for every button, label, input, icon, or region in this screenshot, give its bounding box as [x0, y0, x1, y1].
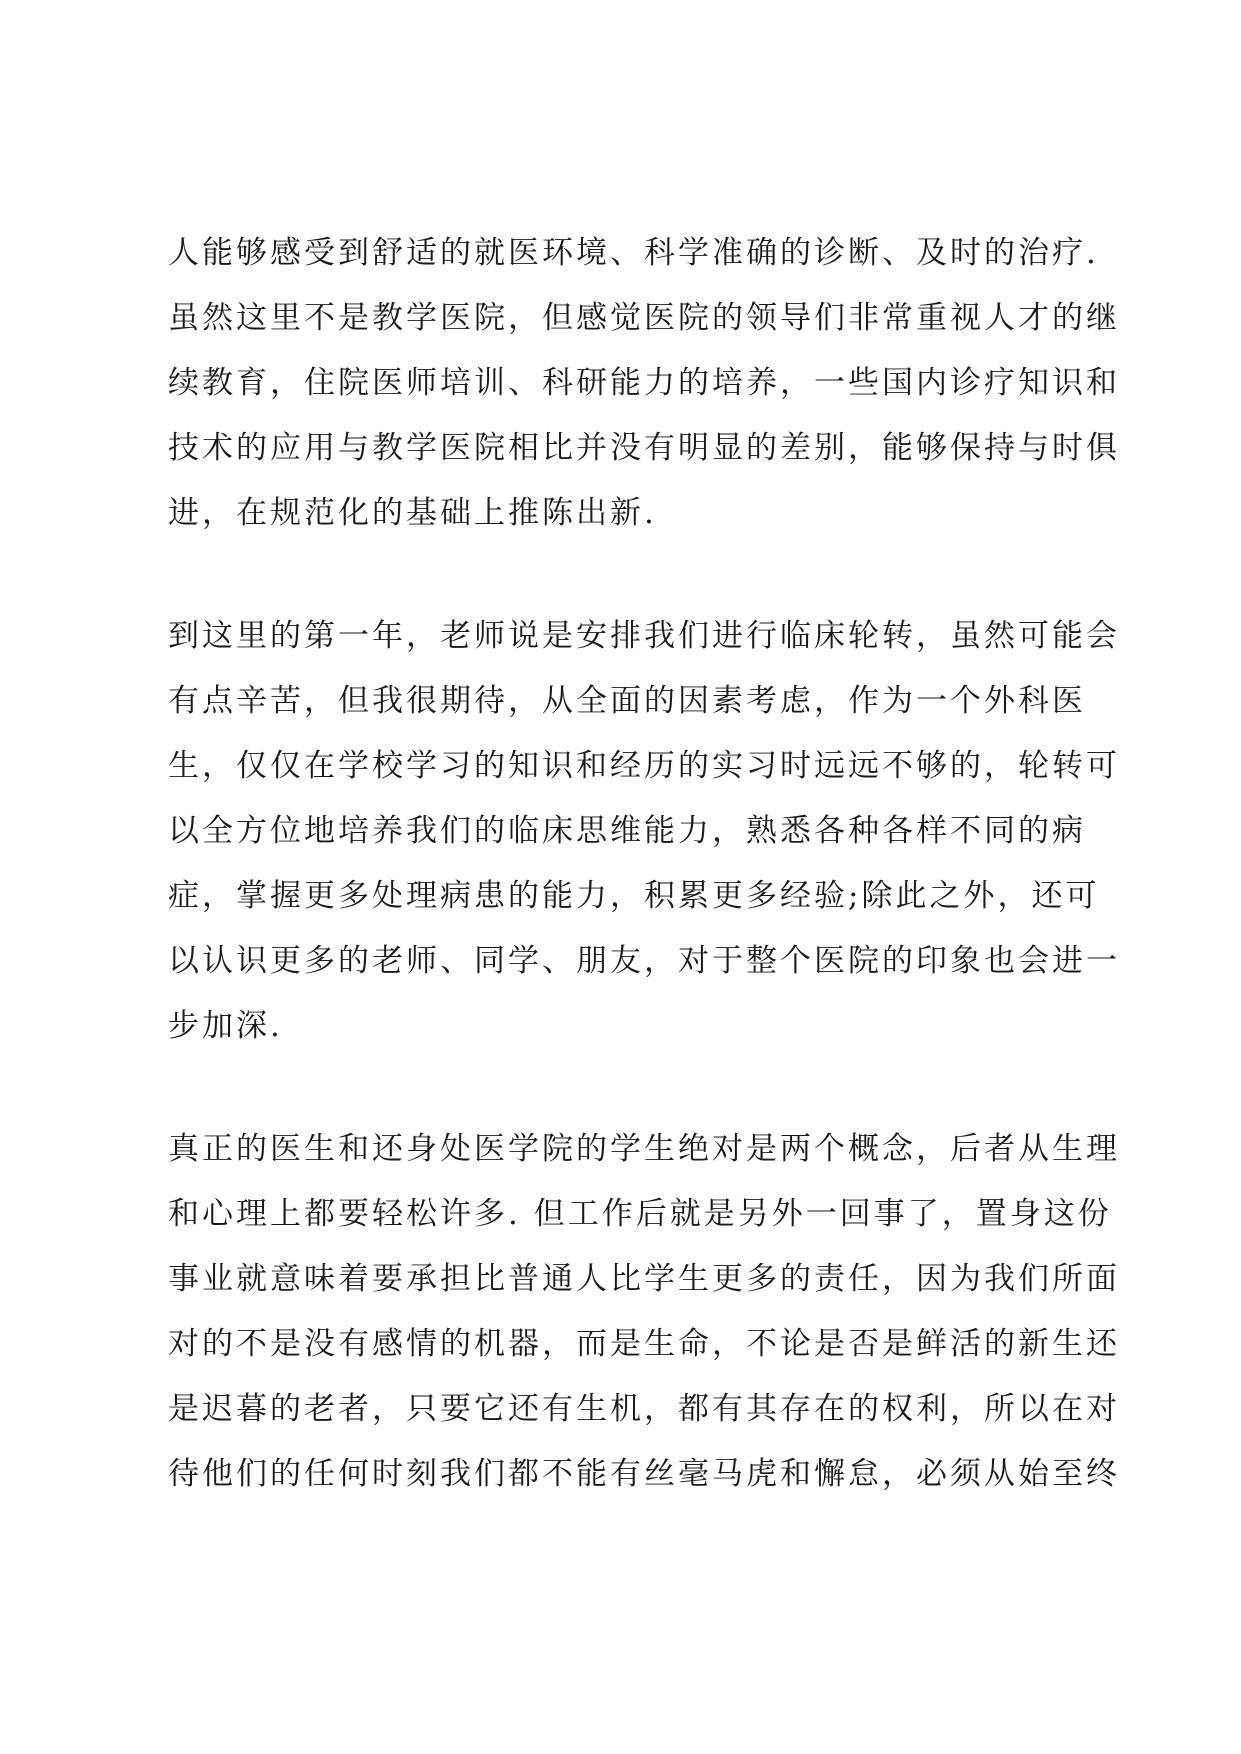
text-line: 以认识更多的老师、同学、朋友，对于整个医院的印象也会进一 — [168, 943, 1120, 979]
text-line: 虽然这里不是教学医院，但感觉医院的领导们非常重视人才的继 — [168, 300, 1120, 336]
paragraph-3 — [168, 1117, 1120, 1507]
text-line: 症，掌握更多处理病患的能力，积累更多经验;除此之外，还可 — [168, 878, 1100, 914]
text-line: 是迟暮的老者，只要它还有生机，都有其存在的权利，所以在对 — [168, 1391, 1120, 1427]
text-line: 续教育，住院医师培训、科研能力的培养，一些国内诊疗知识和 — [168, 365, 1120, 401]
text-line: 待他们的任何时刻我们都不能有丝毫马虎和懈怠，必须从始至终 — [168, 1456, 1120, 1492]
text-line: 对的不是没有感情的机器，而是生命，不论是否是鲜活的新生还 — [168, 1326, 1120, 1362]
text-line: 真正的医生和还身处医学院的学生绝对是两个概念，后者从生理 — [168, 1131, 1120, 1167]
text-line: 生，仅仅在学校学习的知识和经历的实习时远远不够的，轮转可 — [168, 748, 1120, 784]
text-line: 人能够感受到舒适的就医环境、科学准确的诊断、及时的治疗. — [168, 235, 1099, 271]
text-line: 技术的应用与教学医院相比并没有明显的差别，能够保持与时俱 — [168, 430, 1120, 466]
text-line: 进，在规范化的基础上推陈出新. — [168, 495, 657, 531]
paragraph-2 — [168, 604, 1120, 1059]
text-line: 有点辛苦，但我很期待，从全面的因素考虑，作为一个外科医 — [168, 683, 1086, 719]
text-line: 事业就意味着要承担比普通人比学生更多的责任，因为我们所面 — [168, 1261, 1120, 1297]
text-line: 步加深. — [168, 1008, 283, 1044]
text-line: 以全方位地培养我们的临床思维能力，熟悉各种各样不同的病 — [168, 813, 1086, 849]
text-line: 到这里的第一年，老师说是安排我们进行临床轮转，虽然可能会 — [168, 618, 1120, 654]
text-line: 和心理上都要轻松许多. 但工作后就是另外一回事了，置身这份 — [168, 1196, 1112, 1232]
paragraph-1 — [168, 221, 1120, 546]
